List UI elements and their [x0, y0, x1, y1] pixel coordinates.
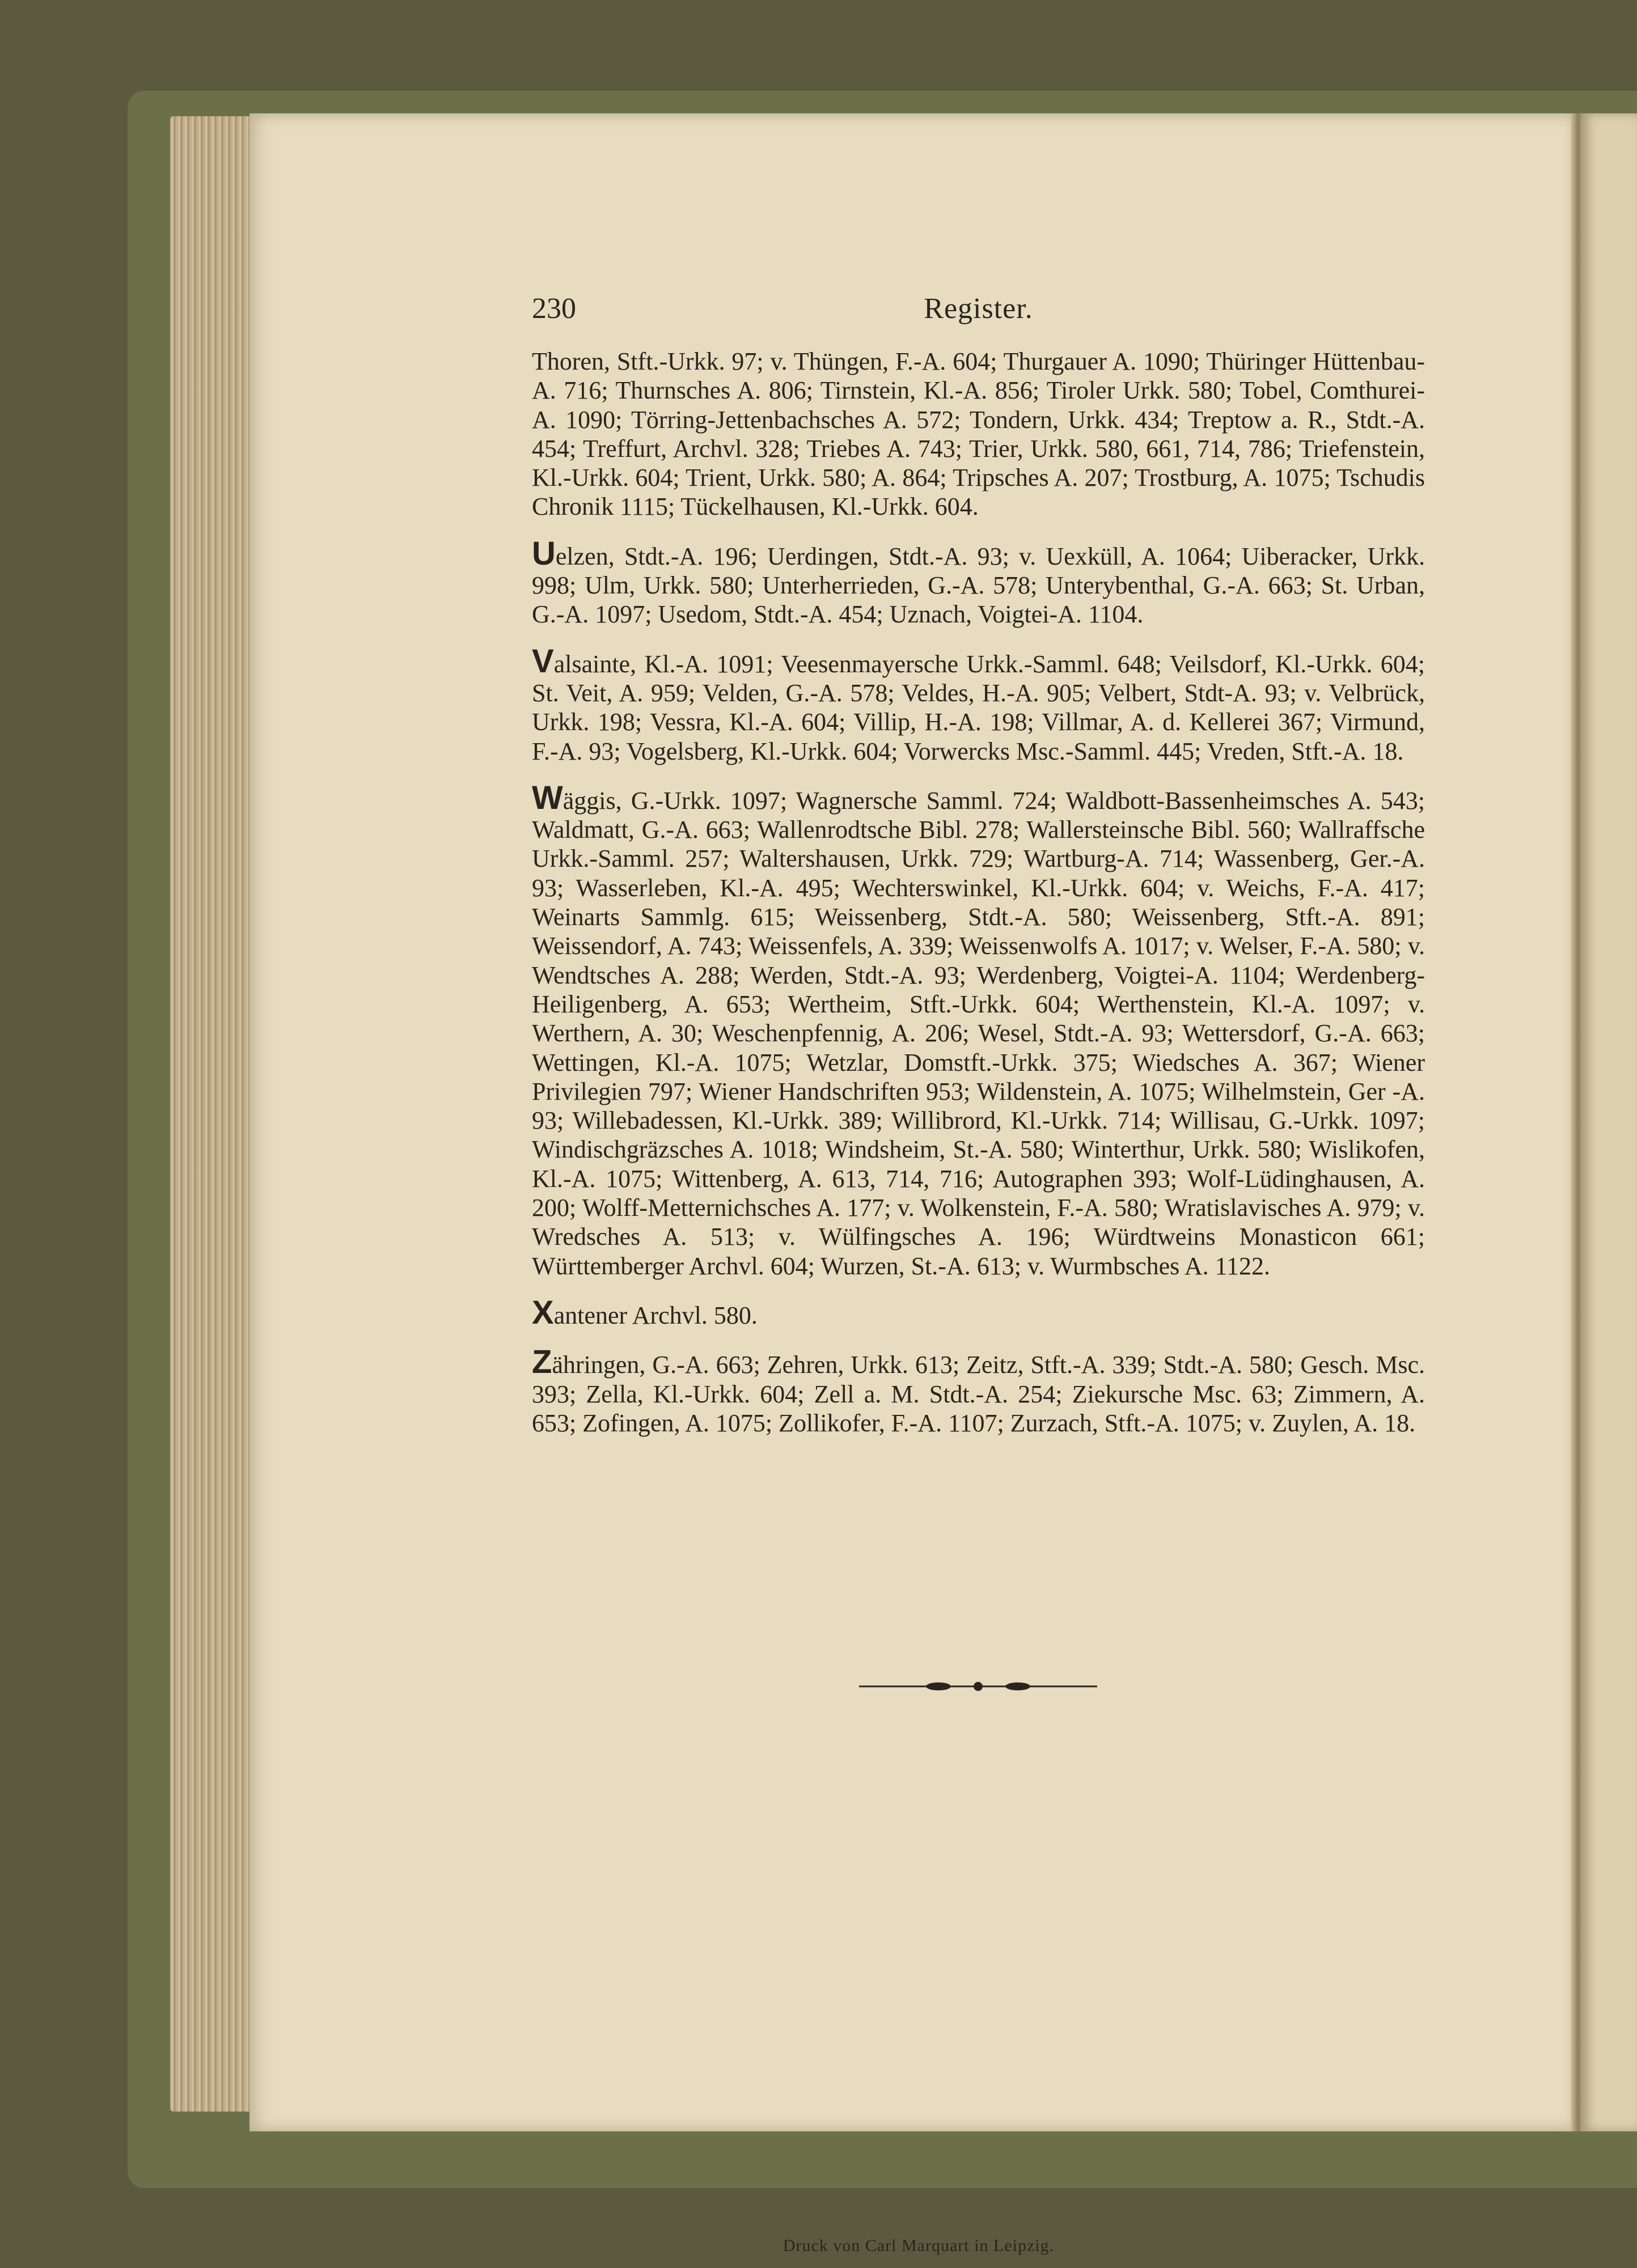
end-ornament-icon	[859, 1678, 1097, 1695]
entry-initial: U	[532, 535, 556, 572]
register-entry-v	[532, 642, 1425, 766]
page-header	[532, 292, 1425, 332]
register-entry-z	[532, 1343, 1425, 1438]
register-entry-t	[532, 347, 1425, 522]
entry-text: ähringen, G.-A. 663; Zehren, Urkk. 613; Zeitz, Stft.-A. 339; Stdt.-A. 580; Gesch. Msc. 393; Zella, Kl.-Urkk. 604; Zell a. M. Stdt.-A. 254; Ziekursche Msc. 63; Zimmern, A. 653; Zofingen, A. 1075; Zollikofer, F.-A. 1107; Zurzach, Stft.-A. 1075; v. Zuylen, A. 18.	[532, 1351, 1425, 1437]
entry-initial: Z	[532, 1343, 552, 1381]
register-entry-w	[532, 779, 1425, 1281]
entry-text: alsainte, Kl.-A. 1091; Veesenmayersche Urkk.-Samml. 648; Veilsdorf, Kl.-Urkk. 604; St. Veit, A. 959; Velden, G.-A. 578; Veldes, H.-A. 905; Velbert, Stdt-A. 93; v. Velbrück, Urkk. 198; Vessra, Kl.-A. 604; Villip, H.-A. 198; Villmar, A. d. Kellerei 367; Virmund, F.-A. 93; Vogelsberg, Kl.-Urkk. 604; Vorwercks Msc.-Samml. 445; Vreden, Stft.-A. 18.	[532, 650, 1425, 765]
entry-text: antener Archvl. 580.	[553, 1301, 758, 1329]
running-head: Register.	[924, 292, 1033, 325]
entry-text: elzen, Stdt.-A. 196; Uerdingen, Stdt.-A. 93; v. Uexküll, A. 1064; Uiberacker, Urkk. 998; Ulm, Urkk. 580; Unterherrieden, G.-A. 578; Unterybenthal, G.-A. 663; St. Urban, G.-A. 1097; Usedom, Stdt.-A. 454; Uznach, Voigtei-A. 1104.	[532, 542, 1425, 629]
register-body	[532, 347, 1425, 1458]
entry-initial: X	[532, 1294, 554, 1331]
page-edges	[170, 116, 255, 2112]
entry-initial: V	[532, 642, 554, 680]
page-number: 230	[532, 292, 576, 325]
register-entry-u	[532, 535, 1425, 629]
facing-page-edge	[1582, 113, 1637, 2131]
entry-text: äggis, G.-Urkk. 1097; Wagnersche Samml. 724; Waldbott-Bassenheimsches A. 543; Waldmatt, G.-A. 663; Wallenrodtsche Bibl. 278; Wallersteinsche Bibl. 560; Wallraffsche Urkk.-Samml. 257; Waltershausen, Urkk. 729; Wartburg-A. 714; Wassenberg, Ger.-A. 93; Wasserleben, Kl.-A. 495; Wechterswinkel, Kl.-Urkk. 604; v. Weichs, F.-A. 417; Weinarts Sammlg. 615; Weissenberg, Stdt.-A. 580; Weissenberg, Stft.-A. 891; Weissendorf, A. 743; Weissenfels, A. 339; Weissenwolfs A. 1017; v. Welser, F.-A. 580; v. Wendtsches A. 288; Werden, Stdt.-A. 93; Werdenberg, Voigtei-A. 1104; Werdenberg-Heiligenberg, A. 653; Wertheim, Stft.-Urkk. 604; Werthenstein, Kl.-A. 1097; v. Werthern, A. 30; Weschenpfennig, A. 206; Wesel, Stdt.-A. 93; Wettersdorf, G.-A. 663; Wettingen, Kl.-A. 1075; Wetzlar, Domstft.-Urkk. 375; Wiedsches A. 367; Wiener Privilegien 797; Wiener Handschriften 953; Wildenstein, A. 1075; Wilhelmstein, Ger -A. 93; Willebadessen, Kl.-Urkk. 389; Willibrord, Kl.-Urkk. 714; Willisau, G.-Urkk. 1097; Windischgräzsches A. 1018; Windsheim, St.-A. 580; Winterthur, Urkk. 580; Wislikofen, Kl.-A. 1075; Wittenberg, A. 613, 714, 716; Autographen 393; Wolf-Lüdinghausen, A. 200; Wolff-Metternichsches A. 177; v. Wolkenstein, F.-A. 580; Wratislavisches A. 979; v. Wredsches A. 513; v. Wülfingsches A. 196; Würdtweins Monasticon 661; Württemberger Archvl. 604; Wurzen, St.-A. 613; v. Wurmbsches A. 1122.	[532, 786, 1425, 1280]
printer-imprint: Druck von Carl Marquart in Leipzig.	[782, 2236, 1055, 2255]
entry-text: Thoren, Stft.-Urkk. 97; v. Thüngen, F.-A. 604; Thurgauer A. 1090; Thüringer Hüttenbau-A. 716; Thurnsches A. 806; Tirnstein, Kl.-A. 856; Tiroler Urkk. 580; Tobel, Comthurei-A. 1090; Törring-Jettenbachsches A. 572; Tondern, Urkk. 434; Treptow a. R., Stdt.-A. 454; Treffurt, Archvl. 328; Triebes A. 743; Trier, Urkk. 580, 661, 714, 786; Triefenstein, Kl.-Urkk. 604; Trient, Urkk. 580; A. 864; Tripsches A. 207; Trostburg, A. 1075; Tschudis Chronik 1115; Tückelhausen, Kl.-Urkk. 604.	[532, 347, 1425, 521]
entry-initial: W	[532, 779, 563, 816]
register-entry-x	[532, 1294, 1425, 1331]
